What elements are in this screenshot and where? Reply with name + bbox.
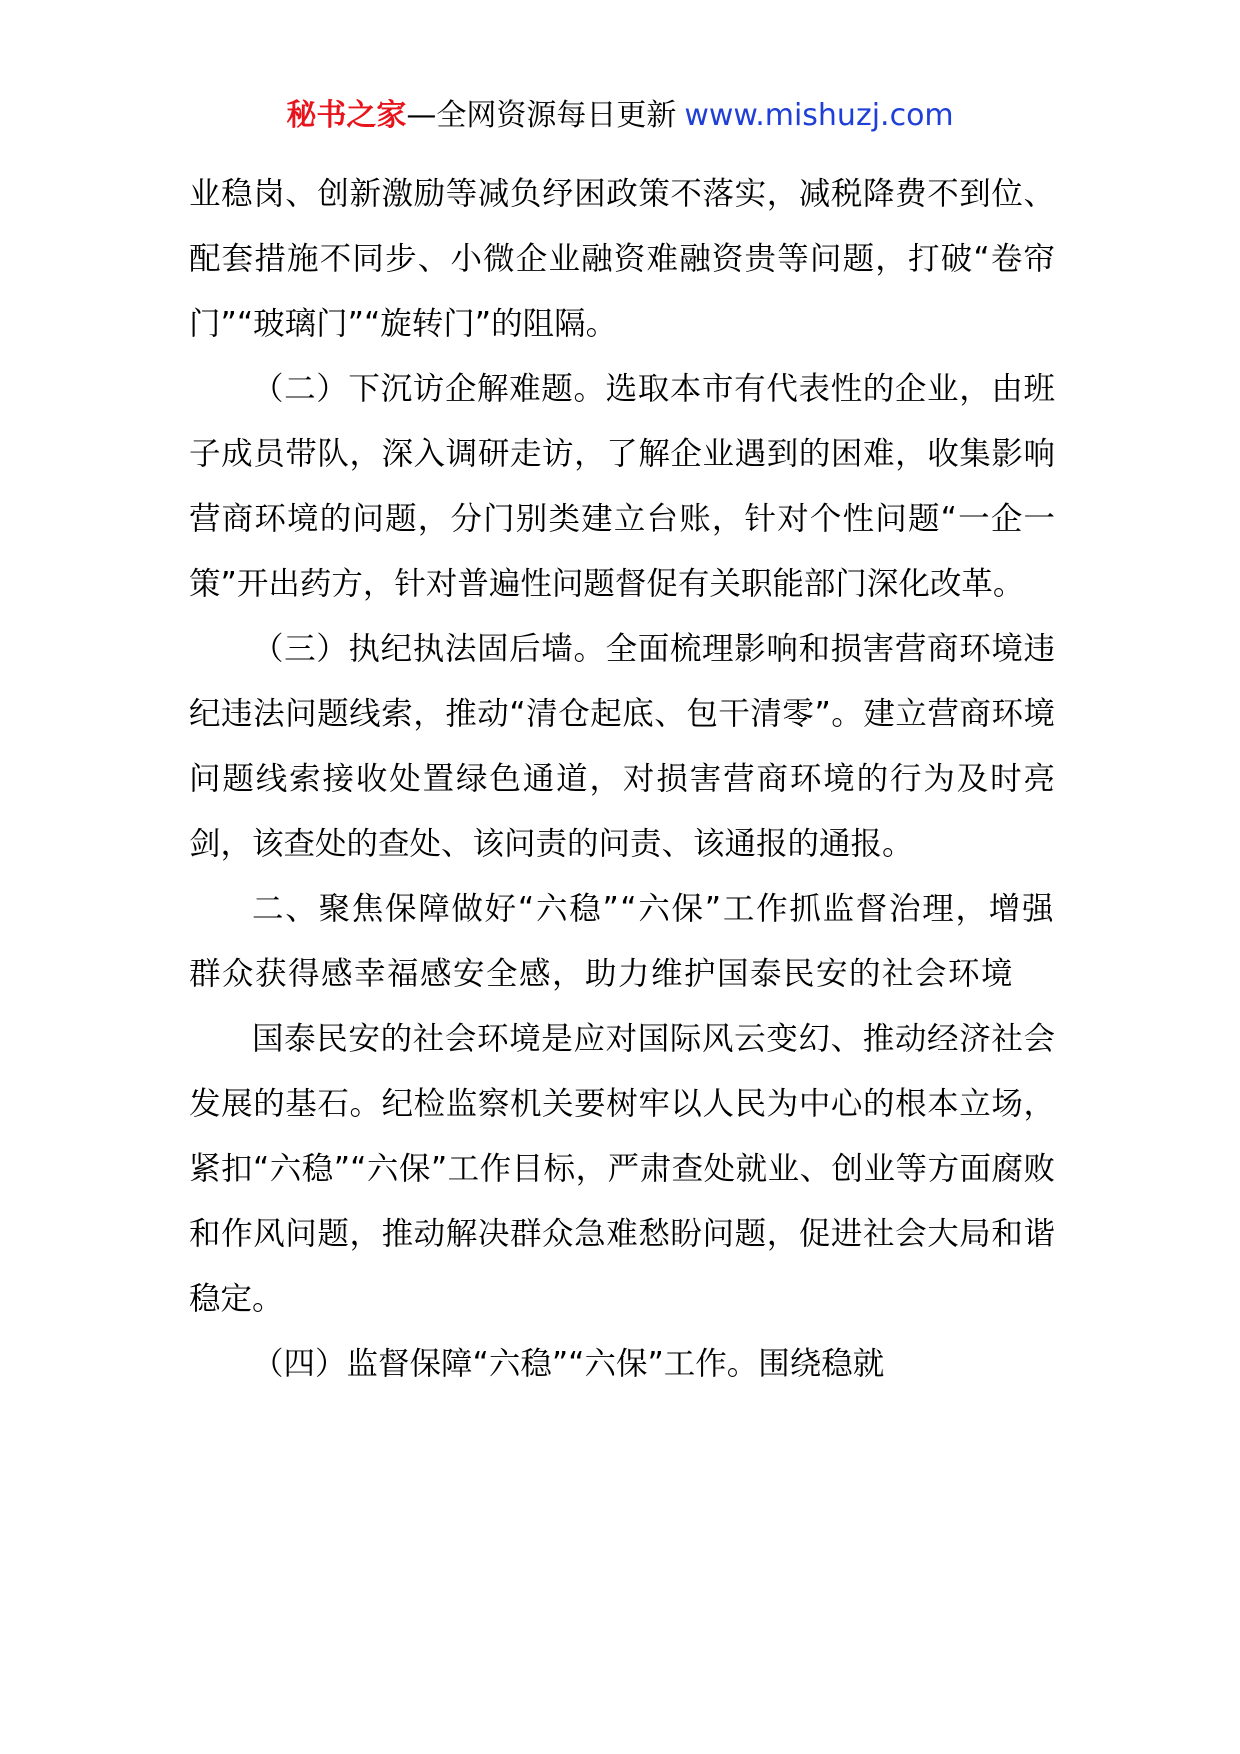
site-tagline: —全网资源每日更新 [406, 98, 677, 133]
paragraph-section-3: （三）执纪执法固后墙。全面梳理影响和损害营商环境违纪违法问题线索，推动“清仓起底、包干清零”。建立营商环境问题线索接收处置绿色通道，对损害营商环境的行为及时亮剑，该查处的查处、该问责的问责、该通报的通报。 [189, 631, 1055, 862]
paragraph-section-2: （二）下沉访企解难题。选取本市有代表性的企业，由班子成员带队，深入调研走访，了解企业遇到的困难，收集影响营商环境的问题，分门别类建立台账，针对个性问题“一企一策”开出药方，针对普遍性问题督促有关职能部门深化改革。 [189, 371, 1055, 602]
site-url-link[interactable]: www.mishuzj.com [684, 98, 954, 133]
document-body [189, 162, 1055, 1397]
site-header [0, 96, 1240, 136]
site-brand: 秘书之家 [286, 98, 407, 133]
paragraph-continuation: 业稳岗、创新激励等减负纾困政策不落实，减税降费不到位、配套措施不同步、小微企业融资难融资贵等问题，打破“卷帘门”“玻璃门”“旋转门”的阻隔。 [189, 176, 1055, 342]
section-heading-two: 二、聚焦保障做好“六稳”“六保”工作抓监督治理，增强群众获得感幸福感安全感，助力维护国泰民安的社会环境 [189, 891, 1055, 992]
paragraph-intro-two: 国泰民安的社会环境是应对国际风云变幻、推动经济社会发展的基石。纪检监察机关要树牢以人民为中心的根本立场，紧扣“六稳”“六保”工作目标，严肃查处就业、创业等方面腐败和作风问题，推动解决群众急难愁盼问题，促进社会大局和谐稳定。 [189, 1021, 1055, 1317]
paragraph-section-4: （四）监督保障“六稳”“六保”工作。围绕稳就 [252, 1346, 885, 1382]
